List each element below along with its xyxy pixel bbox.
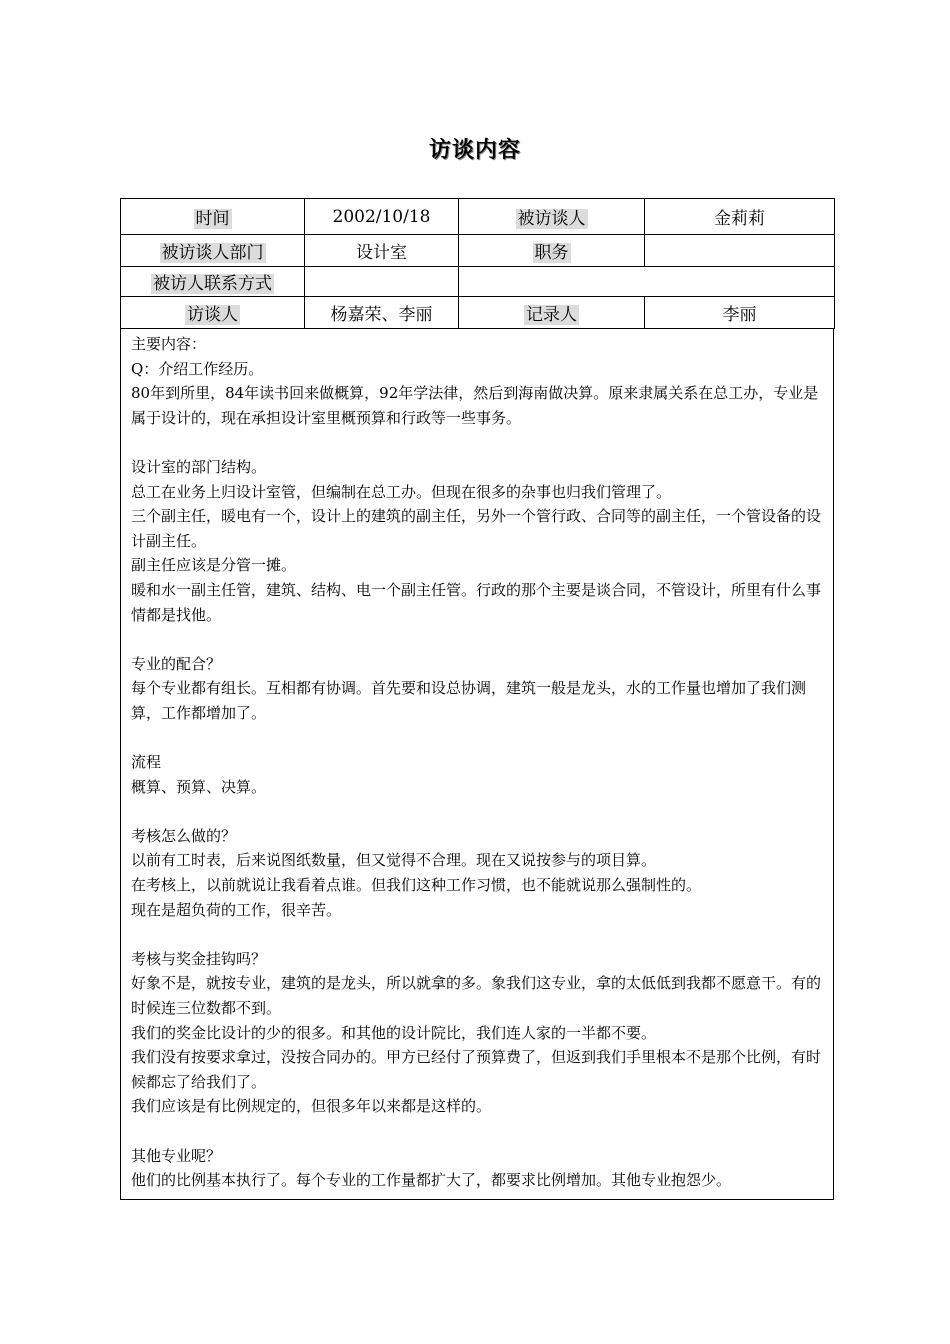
content-paragraph: 主要内容： (131, 335, 207, 353)
content-paragraph: 流程 (131, 753, 162, 772)
blank-line (131, 627, 825, 652)
blank-line (131, 922, 825, 947)
content-paragraph: 概算、预算、决算。 (131, 777, 267, 796)
dept-value: 设计室 (305, 235, 459, 267)
interviewee-value: 金莉莉 (645, 199, 835, 235)
content-paragraph: 以前有工时表，后来说图纸数量，但又觉得不合理。现在又说按参与的项目算。 (131, 851, 657, 870)
contact-label: 被访人联系方式 (153, 274, 272, 294)
time-value: 2002/10/18 (305, 199, 459, 235)
recorder-label: 记录人 (526, 305, 577, 325)
content-paragraph: 总工在业务上归设计室管，但编制在总工办。但现在很多的杂事也归我们管理了。 (131, 482, 672, 501)
interview-content-body (121, 328, 833, 1193)
contact-value (459, 267, 835, 297)
content-paragraph: 副主任应该是分管一摊。 (131, 556, 297, 575)
recorder-label-cell (459, 297, 645, 329)
content-paragraph: 其他专业呢？ (131, 1146, 222, 1165)
content-paragraph: 设计室的部门结构。 (131, 457, 267, 476)
content-paragraph: Q：介绍工作经历。 (131, 359, 264, 378)
content-paragraph: 好象不是，就按专业，建筑的是龙头，所以就拿的多。象我们这专业，拿的太低低到我都不愿意干。有的时候连三位数都不到。 (131, 974, 822, 1018)
content-paragraph: 现在是超负荷的工作，很辛苦。 (131, 900, 342, 919)
content-paragraph: 专业的配合？ (131, 654, 222, 673)
content-paragraph: 我们没有按要求拿过，没按合同办的。甲方已经付了预算费了，但返到我们手里根本不是那个比例，有时候都忘了给我们了。 (131, 1048, 822, 1091)
content-paragraph: 考核怎么做的？ (131, 826, 237, 845)
position-label-cell (459, 235, 645, 267)
time-label: 时间 (195, 209, 230, 229)
content-paragraph: 考核与奖金挂钩吗？ (131, 949, 267, 968)
blank-line (131, 1119, 825, 1144)
interviewer-value: 杨嘉荣、李丽 (305, 297, 459, 329)
content-paragraph: 暖和水一副主任管，建筑、结构、电一个副主任管。行政的那个主要是谈合同，不管设计，所里有什么事情都是找他。 (131, 580, 822, 624)
interviewee-label: 被访谈人 (517, 209, 586, 229)
position-value (645, 235, 835, 267)
interview-content-box (120, 328, 834, 1200)
interviewer-label-cell (121, 297, 305, 329)
position-label: 职务 (534, 243, 569, 263)
interview-info-table (120, 198, 835, 329)
content-paragraph: 他们的比例基本执行了。每个专业的工作量都扩大了，都要求比例增加。其他专业抱怨少。 (131, 1171, 732, 1190)
interviewer-label: 访谈人 (187, 305, 238, 325)
dept-label-cell (121, 235, 305, 267)
blank-line (131, 726, 825, 751)
blank-line (131, 430, 825, 455)
contact-label-cell (121, 267, 305, 297)
content-paragraph: 在考核上，以前就说让我看着点谁。但我们这种工作习惯，也不能就说那么强制性的。 (131, 876, 702, 895)
interviewee-label-cell (459, 199, 645, 235)
content-paragraph: 每个专业都有组长。互相都有协调。首先要和设总协调，建筑一般是龙头，水的工作量也增加了我们测算，工作都增加了。 (131, 679, 807, 722)
page-title: 访谈内容 (428, 138, 521, 163)
contact-spacer (305, 267, 459, 297)
content-paragraph: 我们应该是有比例规定的，但很多年以来都是这样的。 (131, 1097, 492, 1116)
blank-line (131, 799, 825, 824)
content-paragraph: 三个副主任，暖电有一个，设计上的建筑的副主任，另外一个管行政、合同等的副主任，一个管设备的设计副主任。 (131, 507, 822, 550)
time-label-cell (121, 199, 305, 235)
content-paragraph: 我们的奖金比设计的少的很多。和其他的设计院比，我们连人家的一半都不要。 (131, 1023, 657, 1042)
dept-label: 被访谈人部门 (161, 243, 264, 263)
recorder-value: 李丽 (645, 297, 835, 329)
content-paragraph: 80年到所里，84年读书回来做概算，92年学法律，然后到海南做决算。原来隶属关系在总工办，专业是属于设计的，现在承担设计室里概预算和行政等一些事务。 (131, 384, 819, 427)
